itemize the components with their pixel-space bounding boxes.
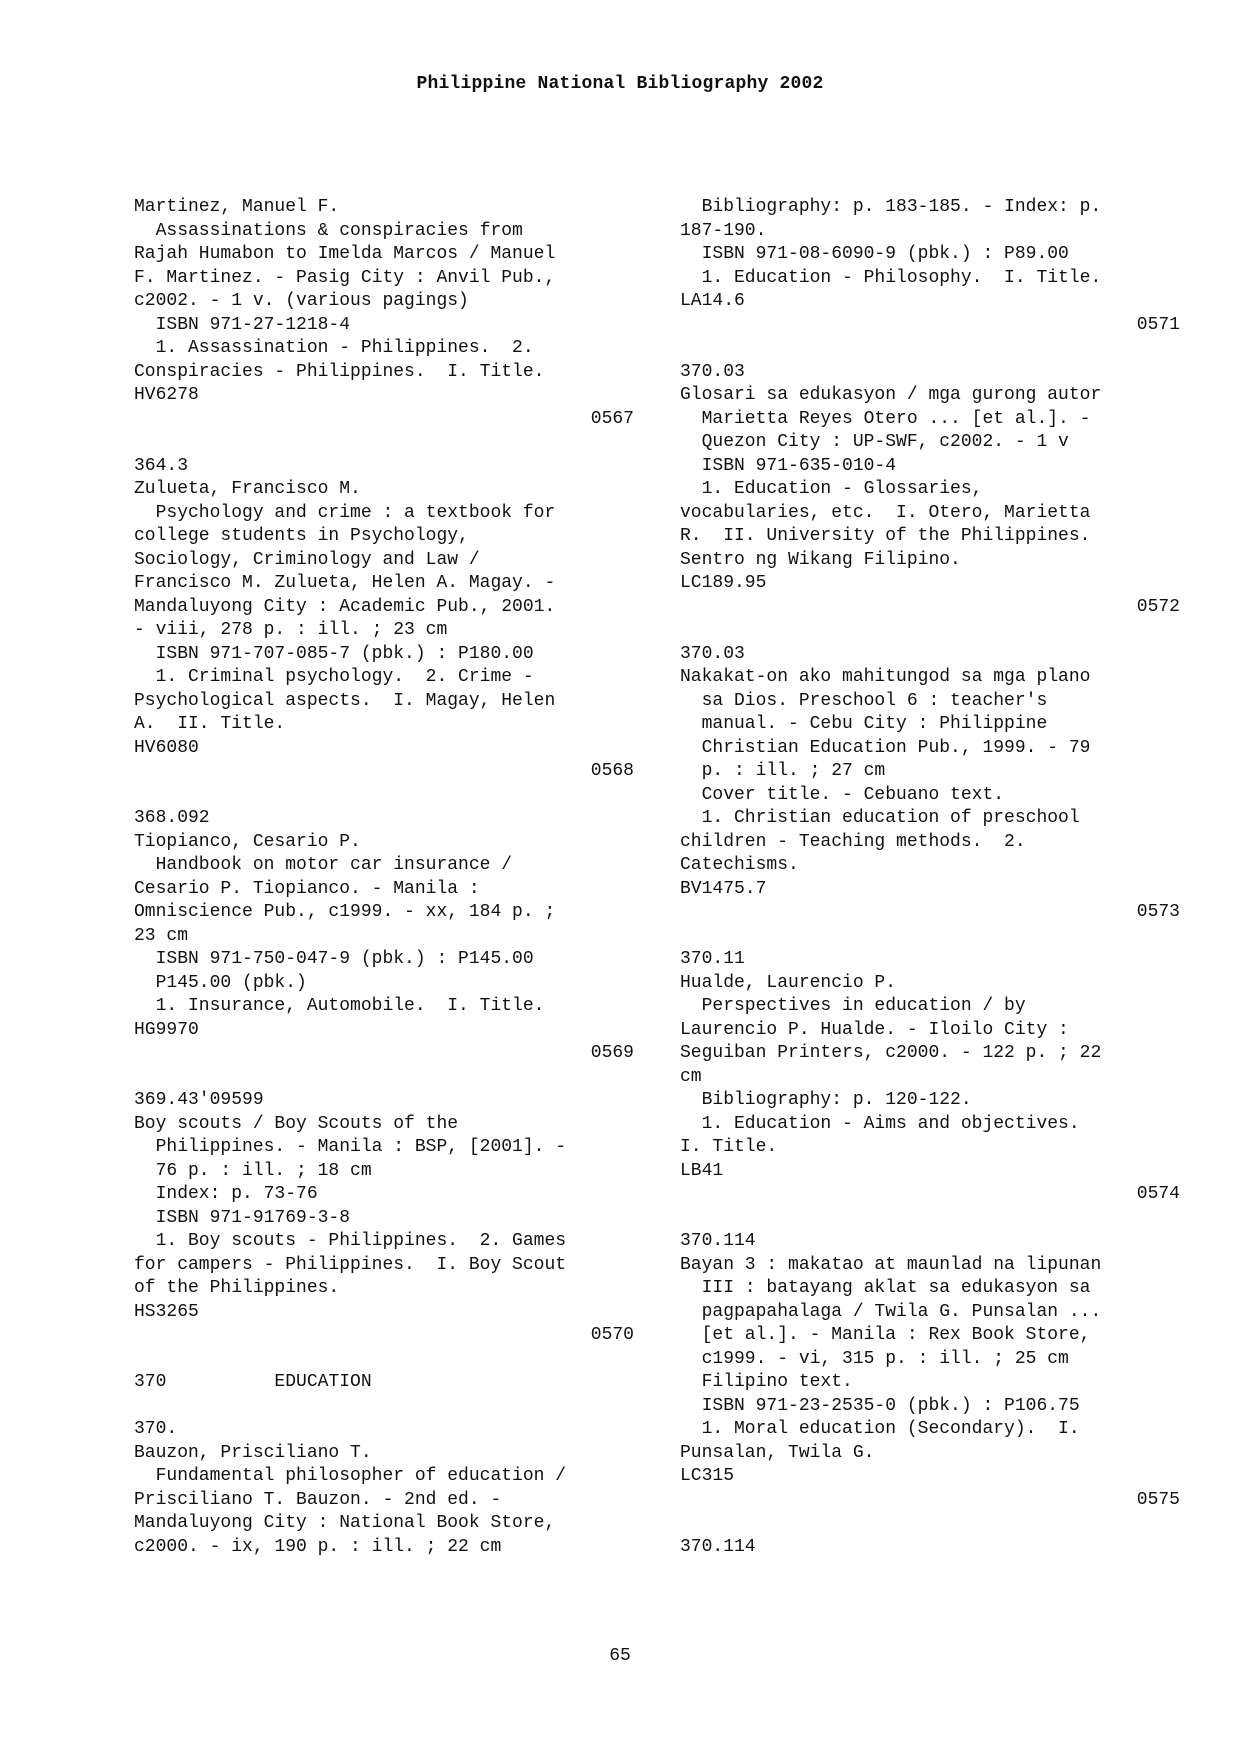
entry-line: Seguiban Printers, c2000. - 122 p. ; 22: [680, 1043, 1102, 1063]
page-title: Philippine National Bibliography 2002: [416, 74, 824, 94]
entry-line: Francisco M. Zulueta, Helen A. Magay. -: [134, 573, 556, 593]
blank-line: [134, 1066, 634, 1090]
entry-line: 370.: [134, 1419, 178, 1439]
entry-line: ISBN 971-27-1218-4: [134, 314, 351, 335]
entry-line: Cover title. - Cebuano text.: [680, 784, 1005, 805]
blank-line: [134, 784, 634, 808]
entry-line: Rajah Humabon to Imelda Marcos / Manuel: [134, 244, 556, 264]
entry-line: 370.114: [680, 1231, 756, 1251]
entry-line: - viii, 278 p. : ill. ; 23 cm: [134, 620, 448, 640]
entry-line: Glosari sa edukasyon / mga gurong autor: [680, 385, 1102, 405]
entry-line: 370.11: [680, 949, 745, 969]
entry-line: college students in Psychology,: [134, 526, 469, 546]
entry-line: HV6080: [134, 737, 199, 758]
entry-line: III : batayang aklat sa edukasyon sa: [680, 1278, 1091, 1298]
entry-line: HV6278: [134, 385, 199, 405]
entry-line: ISBN 971-635-010-4: [680, 455, 897, 476]
entry-line: Cesario P. Tiopianco. - Manila :: [134, 878, 480, 899]
entry-number: 0568: [590, 761, 634, 781]
entry-line: Marietta Reyes Otero ... [et al.]. -: [680, 408, 1091, 429]
entry-line: Quezon City : UP-SWF, c2002. - 1 v: [680, 432, 1069, 452]
entry-line: LC315: [680, 1466, 735, 1486]
entry-line: 364.3: [134, 455, 189, 476]
entry-line: Catechisms.: [680, 855, 799, 875]
entry-line: Bauzon, Prisciliano T.: [134, 1442, 372, 1463]
entry-line: 1. Christian education of preschool: [680, 808, 1080, 828]
entry-line: c2000. - ix, 190 p. : ill. ; 22 cm: [134, 1536, 502, 1557]
entry-line: sa Dios. Preschool 6 : teacher's: [680, 690, 1048, 711]
entry-line: P145.00 (pbk.): [134, 972, 307, 993]
entry-line: Omniscience Pub., c1999. - xx, 184 p. ;: [134, 902, 556, 922]
entry-line: c1999. - vi, 315 p. : ill. ; 25 cm: [680, 1348, 1069, 1369]
entry-line: Fundamental philosopher of education /: [134, 1466, 567, 1486]
blank-line: [680, 1512, 1180, 1536]
page-number: 65: [609, 1646, 631, 1666]
blank-line: [680, 619, 1180, 643]
entry-number: 0575: [1136, 1489, 1180, 1510]
entry-number: 0570: [590, 1325, 634, 1345]
entry-line: Bibliography: p. 120-122.: [680, 1090, 972, 1110]
entry-line: Perspectives in education / by: [680, 996, 1026, 1016]
entry-line: cm: [680, 1066, 702, 1087]
entry-line: F. Martinez. - Pasig City : Anvil Pub.,: [134, 267, 556, 288]
entry-line: Psychology and crime : a textbook for: [134, 502, 556, 523]
entry-line: Psychological aspects. I. Magay, Helen: [134, 690, 556, 711]
entry-line: 370.114: [680, 1536, 756, 1557]
entry-number: 0567: [590, 408, 634, 429]
entry-line: 1. Education - Philosophy. I. Title.: [680, 267, 1102, 288]
entry-line: for campers - Philippines. I. Boy Scout: [134, 1254, 567, 1275]
entry-line: LA14.6: [680, 291, 745, 311]
blank-line: [680, 925, 1180, 949]
entry-line: Sentro ng Wikang Filipino.: [680, 549, 961, 570]
entry-line: Martinez, Manuel F.: [134, 197, 340, 217]
entry-line: 370 EDUCATION: [134, 1372, 372, 1392]
entry-line: 370.03: [680, 643, 745, 664]
entry-line: Mandaluyong City : Academic Pub., 2001.: [134, 596, 556, 617]
entry-line: ISBN 971-23-2535-0 (pbk.) : P106.75: [680, 1395, 1080, 1416]
entry-line: BV1475.7: [680, 878, 767, 899]
entry-line: Punsalan, Twila G.: [680, 1442, 875, 1463]
entry-line: Hualde, Laurencio P.: [680, 972, 897, 993]
entry-line: A. II. Title.: [134, 714, 286, 734]
entry-line: Bibliography: p. 183-185. - Index: p.: [680, 197, 1102, 217]
left-column: [134, 196, 634, 1559]
entry-line: ISBN 971-707-085-7 (pbk.) : P180.00: [134, 643, 534, 664]
entry-line: Mandaluyong City : National Book Store,: [134, 1513, 556, 1533]
entry-line: Index: p. 73-76: [134, 1184, 318, 1204]
entry-line: c2002. - 1 v. (various pagings): [134, 291, 469, 311]
blank-line: [680, 337, 1180, 361]
entry-line: 1. Education - Glossaries,: [680, 479, 983, 499]
entry-line: Philippines. - Manila : BSP, [2001]. -: [134, 1137, 567, 1157]
entry-line: 370.03: [680, 361, 745, 382]
entry-number: 0573: [1136, 902, 1180, 922]
blank-line: [134, 431, 634, 455]
entry-line: 1. Insurance, Automobile. I. Title.: [134, 996, 545, 1016]
entry-line: 368.092: [134, 808, 210, 828]
entry-line: p. : ill. ; 27 cm: [680, 761, 886, 781]
entry-line: of the Philippines.: [134, 1278, 340, 1298]
entry-line: ISBN 971-91769-3-8: [134, 1207, 351, 1228]
entry-line: 369.43'09599: [134, 1090, 264, 1110]
entry-line: I. Title.: [680, 1137, 778, 1157]
entry-number: 0571: [1136, 314, 1180, 335]
entry-line: Zulueta, Francisco M.: [134, 479, 361, 499]
entry-number: 0569: [590, 1043, 634, 1063]
entry-line: HS3265: [134, 1301, 199, 1322]
blank-line: [680, 1207, 1180, 1231]
entry-line: Prisciliano T. Bauzon. - 2nd ed. -: [134, 1489, 502, 1510]
entry-number: 0574: [1136, 1184, 1180, 1204]
entry-line: Nakakat-on ako mahitungod sa mga plano: [680, 667, 1091, 687]
entry-line: Bayan 3 : makatao at maunlad na lipunan: [680, 1254, 1102, 1275]
entry-line: 76 p. : ill. ; 18 cm: [134, 1160, 372, 1181]
entry-line: Conspiracies - Philippines. I. Title.: [134, 361, 545, 382]
right-column: [680, 196, 1180, 1559]
entry-line: ISBN 971-750-047-9 (pbk.) : P145.00: [134, 949, 534, 969]
entry-line: R. II. University of the Philippines.: [680, 526, 1091, 546]
entry-line: LB41: [680, 1160, 724, 1181]
entry-line: 1. Boy scouts - Philippines. 2. Games: [134, 1231, 567, 1251]
entry-line: [et al.]. - Manila : Rex Book Store,: [680, 1325, 1091, 1345]
entry-number: 0572: [1136, 596, 1180, 617]
entry-line: Boy scouts / Boy Scouts of the: [134, 1113, 459, 1134]
entry-line: Laurencio P. Hualde. - Iloilo City :: [680, 1019, 1069, 1040]
entry-line: 1. Moral education (Secondary). I.: [680, 1419, 1080, 1439]
entry-line: Handbook on motor car insurance /: [134, 855, 513, 875]
entry-line: HG9970: [134, 1019, 199, 1040]
entry-line: 1. Criminal psychology. 2. Crime -: [134, 667, 534, 687]
entry-line: Tiopianco, Cesario P.: [134, 831, 361, 852]
entry-line: pagpapahalaga / Twila G. Punsalan ...: [680, 1301, 1102, 1322]
entry-line: Assassinations & conspiracies from: [134, 220, 523, 241]
entry-line: 187-190.: [680, 220, 767, 241]
entry-line: Christian Education Pub., 1999. - 79: [680, 737, 1091, 758]
entry-line: children - Teaching methods. 2.: [680, 831, 1026, 852]
entry-line: ISBN 971-08-6090-9 (pbk.) : P89.00: [680, 244, 1069, 264]
entry-line: 1. Assassination - Philippines. 2.: [134, 338, 534, 358]
entry-line: LC189.95: [680, 573, 767, 593]
entry-line: manual. - Cebu City : Philippine: [680, 714, 1048, 734]
blank-line: [134, 1395, 634, 1419]
entry-line: Filipino text.: [680, 1372, 853, 1392]
entry-line: Sociology, Criminology and Law /: [134, 549, 480, 570]
blank-line: [134, 1348, 634, 1372]
entry-line: 23 cm: [134, 925, 189, 946]
entry-line: 1. Education - Aims and objectives.: [680, 1113, 1080, 1134]
entry-line: vocabularies, etc. I. Otero, Marietta: [680, 502, 1091, 523]
